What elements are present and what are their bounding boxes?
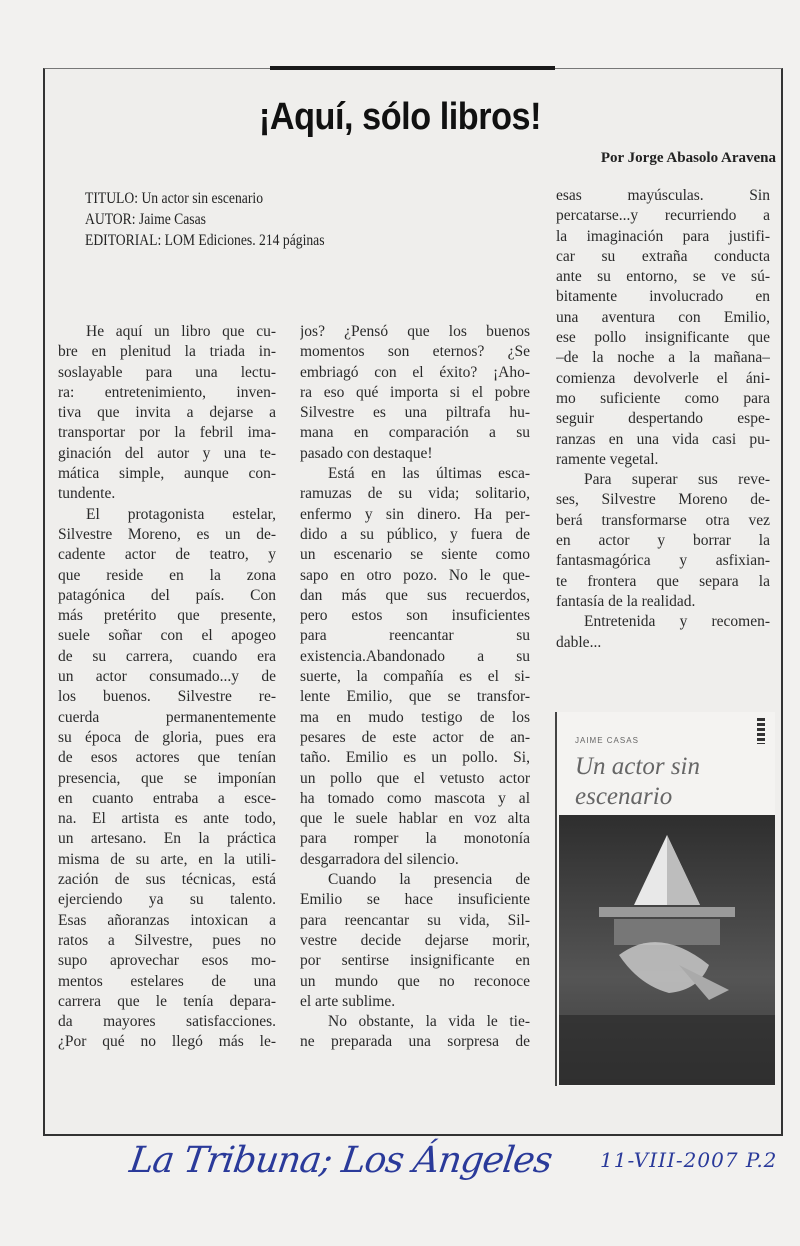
article-column-1	[58, 322, 276, 1053]
book-info-author: AUTOR: Jaime Casas	[85, 211, 206, 228]
paragraph	[58, 322, 276, 505]
text-line: existencia.Abandonado a su	[300, 647, 530, 665]
text-line: cadente actor de teatro, y	[58, 546, 276, 564]
cover-title-line-1: Un actor sin	[575, 753, 700, 780]
paragraph	[58, 505, 276, 1053]
text-line: suerte, la compañía es el si-	[300, 668, 530, 686]
text-line: No obstante, la vida le tie-	[328, 1013, 530, 1031]
text-line: un escenario se siente como	[300, 546, 530, 564]
text-line: ramuzas de su vida; solitario,	[300, 485, 530, 503]
text-line: ese pollo insignificante que	[556, 329, 770, 347]
text-line: un mundo que no reconoce	[300, 972, 530, 990]
text-line: –de la noche a la mañana–	[556, 349, 770, 367]
text-line: fantasmagórica y asfixian-	[556, 552, 770, 570]
text-line: esas mayúsculas. Sin	[556, 187, 770, 204]
text-line: ante su entorno, se ve sú-	[556, 268, 770, 286]
byline: Por Jorge Abasolo Aravena	[600, 150, 776, 166]
text-line: berá transformarse otra vez	[556, 511, 770, 529]
text-line: la imaginación para justifi-	[556, 227, 770, 245]
text-line: taño. Emilio es un pollo. Si,	[300, 749, 530, 767]
text-line: patagónica del país. Con	[58, 586, 276, 604]
text-line: ma en mudo testigo de los	[300, 708, 530, 726]
book-info-title: TITULO: Un actor sin escenario	[85, 190, 264, 207]
paragraph	[556, 186, 770, 470]
text-line: percatarse...y recurriendo a	[556, 207, 770, 225]
text-line: bre en plenitud la triada in-	[58, 343, 276, 361]
paragraph	[300, 464, 530, 870]
book-info	[85, 188, 325, 251]
top-rule	[270, 66, 555, 70]
text-line: ranzas en una vida casi pu-	[556, 430, 770, 448]
text-line: bitamente involucrado en	[556, 288, 770, 306]
text-line: presencia, que se imponían	[58, 769, 276, 787]
text-line: He aquí un libro que cu-	[86, 323, 276, 340]
book-cover-image	[555, 712, 775, 1086]
text-line: pesares de este actor de an-	[300, 728, 530, 746]
text-line: en cuanto entraba a esce-	[58, 789, 276, 807]
text-line: sapo en otro pozo. No le que-	[300, 566, 530, 584]
text-line: El protagonista estelar,	[86, 505, 276, 523]
text-line: mana en comparación a su	[300, 424, 530, 442]
text-line: más pretérito que presente,	[58, 607, 276, 625]
text-line: jos? ¿Pensó que los buenos	[300, 323, 530, 340]
text-line: fantasía de la realidad.	[556, 592, 696, 610]
text-line: Silvestre es una piltrafa hu-	[300, 404, 530, 422]
text-line: ejerciendo ya su talento.	[58, 891, 276, 909]
text-line: pero estos son insuficientes	[300, 607, 530, 625]
paragraph	[300, 870, 530, 1012]
text-line: supo aprovechar esos mo-	[58, 952, 276, 970]
book-info-publisher: EDITORIAL: LOM Ediciones. 214 páginas	[85, 232, 325, 249]
text-line: carrera que le tenía depara-	[58, 992, 276, 1010]
text-line: Está en las últimas esca-	[328, 465, 530, 483]
text-line: enfermo y sin dinero. Ha per-	[300, 505, 530, 523]
text-line: mática simple, aunque con-	[58, 465, 276, 483]
article-title: ¡Aquí, sólo libros!	[258, 96, 542, 138]
text-line: ne preparada una sorpresa de	[300, 1033, 530, 1051]
text-line: para romper la monotonía	[300, 830, 530, 848]
text-line: su época de gloria, pues era	[58, 728, 276, 746]
text-line: da mayores satisfacciones.	[58, 1013, 276, 1031]
text-line: suele soñar con el apogeo	[58, 627, 276, 645]
text-line: dable...	[556, 633, 602, 651]
text-line: comienza devolverle el áni-	[556, 369, 770, 387]
text-line: dan más que sus recuerdos,	[300, 586, 530, 604]
text-line: soslayable para una lectu-	[58, 363, 276, 381]
text-line: ses, Silvestre Moreno de-	[556, 491, 770, 509]
text-line: un actor consumado...y de	[58, 668, 276, 686]
text-line: ha tomado como mascota y al	[300, 789, 530, 807]
text-line: transportar por la febril ima-	[58, 424, 276, 442]
text-line: vestre decide dejarse morir,	[300, 931, 530, 949]
text-line: car su extraña conducta	[556, 247, 770, 265]
handwritten-date: 11-VIII-2007 P.2	[600, 1148, 778, 1172]
text-line: pasado con destaque!	[300, 444, 433, 462]
text-line: el arte sublime.	[300, 992, 396, 1010]
publisher-logo	[757, 718, 765, 744]
text-line: ramente vegetal.	[556, 450, 659, 468]
text-line: en actor y borrar la	[556, 532, 770, 550]
text-line: Entretenida y recomen-	[584, 613, 770, 631]
paragraph	[556, 470, 770, 612]
text-line: Esas añoranzas intoxican a	[58, 911, 276, 929]
cover-illustration	[559, 815, 775, 1085]
text-line: momentos son eternos? ¿Se	[300, 343, 530, 361]
text-line: cuerda permanentemente	[58, 708, 276, 726]
text-line: na. El artista es ante todo,	[58, 810, 276, 828]
text-line: un pollo que el vetusto actor	[300, 769, 530, 787]
text-line: ra eso qué importa si el pobre	[300, 383, 530, 401]
text-line: que le suele hablar en voz alta	[300, 810, 530, 828]
text-line: misma de su arte, en la utili-	[58, 850, 276, 868]
text-line: zación de sus técnicas, está	[58, 871, 276, 889]
text-line: de esos actores que tenían	[58, 749, 276, 767]
text-line: lente Emilio, que se transfor-	[300, 688, 530, 706]
text-line: una aventura con Emilio,	[556, 308, 770, 326]
cover-title-line-2: escenario	[575, 783, 673, 810]
text-line: los buenos. Silvestre re-	[58, 688, 276, 706]
text-line: te frontera que separa la	[556, 572, 770, 590]
text-line: ¿Por qué no llegó más le-	[58, 1033, 276, 1051]
text-line: seguir despertando espe-	[556, 410, 770, 428]
text-line: Emilio se hace insuficiente	[300, 891, 530, 909]
handwritten-source: La Tribuna; Los Ángeles	[127, 1140, 555, 1181]
cover-author: JAIME CASAS	[575, 736, 639, 745]
text-line: desgarradora del silencio.	[300, 850, 459, 868]
text-line: mo suficiente como para	[556, 389, 770, 407]
text-line: ginación del autor y una te-	[58, 444, 276, 462]
text-line: tiva que invita a dejarse a	[58, 404, 276, 422]
paragraph	[300, 1012, 530, 1053]
paragraph	[300, 322, 530, 464]
text-line: para reencantar su	[300, 627, 530, 645]
text-line: Para superar sus reve-	[584, 471, 770, 489]
text-line: dido a su público, y fuera de	[300, 525, 530, 543]
text-line: ratos a Silvestre, pues no	[58, 931, 276, 949]
text-line: tundente.	[58, 485, 116, 503]
text-line: por sentirse insignificante en	[300, 952, 530, 970]
text-line: embriagó con el éxito? ¡Aho-	[300, 363, 530, 381]
article-column-2	[300, 322, 530, 1053]
text-line: de su carrera, cuando era	[58, 647, 276, 665]
text-line: Cuando la presencia de	[328, 871, 530, 889]
article-column-3	[556, 186, 770, 653]
text-line: que reside en la zona	[58, 566, 276, 584]
text-line: para reencantar su vida, Sil-	[300, 911, 530, 929]
cover-title	[575, 752, 700, 812]
text-line: ra: entretenimiento, inven-	[58, 383, 276, 401]
text-line: mentos estelares de una	[58, 972, 276, 990]
paragraph	[556, 612, 770, 653]
text-line: Silvestre Moreno, es un de-	[58, 525, 276, 543]
text-line: un artesano. En la práctica	[58, 830, 276, 848]
